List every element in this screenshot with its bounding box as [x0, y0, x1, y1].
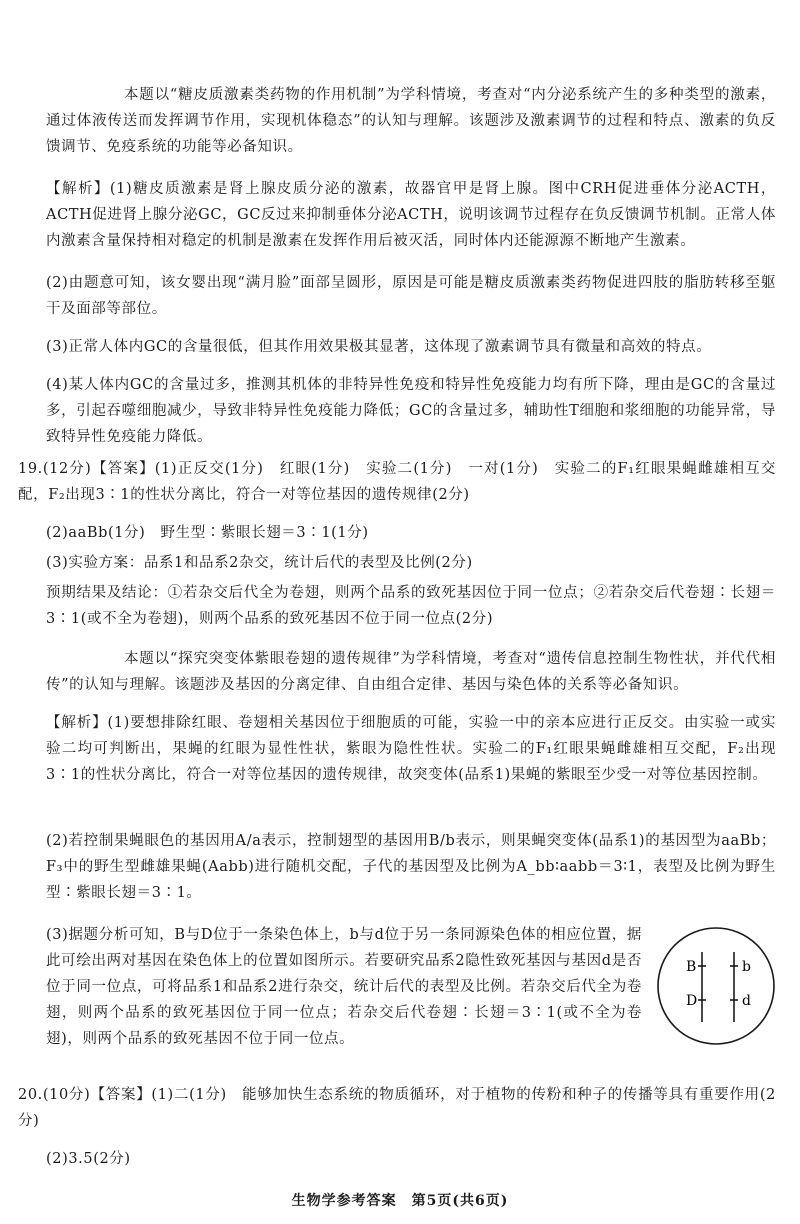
analysis-q19-part3: (3)据题分析可知，B与D位于一条染色体上，b与d位于另一条同源染色体的相应位置，据此可绘出两对基因在染色体上的位置如图所示。若要研究品系2隐性致死基因与基因d是否位于同一位点，可将品系1和品系2进行杂交，统计后代的表型及比例。若杂交后代全为卷翅，则两个品系的致死基因位于同一位点；若杂交后代卷翅∶长翅＝3∶1(或不全为卷翅)，则两个品系的致死基因不位于同一位点。 [46, 927, 642, 1047]
label-b: b [742, 959, 751, 975]
analysis-q18-part1: 【解析】(1)糖皮质激素是肾上腺皮质分泌的激素，故器官甲是肾上腺。图中CRH促进垂体分泌ACTH，ACTH促进肾上腺分泌GC，GC反过来抑制垂体分泌ACTH，说明该调节过程存在负反馈调节机制。正常人体内激素含量保持相对稳定的机制是激素在发挥作用后被灭活，同时体内还能源源不断地产生激素。 [46, 181, 776, 249]
label-d: d [742, 993, 751, 1009]
chromosome-diagram [654, 924, 778, 1048]
analysis-q18-part3: (3)正常人体内GC的含量很低，但其作用效果极其显著，这体现了激素调节具有微量和高效的特点。 [46, 339, 712, 355]
answer-q20: 20.(10分)【答案】(1)二(1分) 能够加快生态系统的物质循环，对于植物的传粉和种子的传播等具有重要作用(2分) [18, 1087, 776, 1129]
analysis-q19-part2: (2)若控制果蝇眼色的基因用A/a表示，控制翅型的基因用B/b表示，则果蝇突变体(品系1)的基因型为aaBb；F₃中的野生型雌雄果蝇(Aabb)进行随机交配，子代的基因型及比例为A_bb∶aabb＝3∶1，表型及比例为野生型∶紫眼长翅＝3∶1。 [46, 833, 776, 901]
answer-q20-part2: (2)3.5(2分) [46, 1151, 131, 1167]
answer-q19-prediction: 预期结果及结论：①若杂交后代全为卷翅，则两个品系的致死基因位于同一位点；②若杂交后代卷翅∶长翅＝3∶1(或不全为卷翅)，则两个品系的致死基因不位于同一位点(2分) [46, 585, 776, 627]
cell-circle [658, 928, 774, 1044]
answer-q19-part2: (2)aaBb(1分) 野生型∶紫眼长翅＝3∶1(1分) [46, 525, 369, 541]
answer-q19-part3: (3)实验方案：品系1和品系2杂交，统计后代的表型及比例(2分) [46, 555, 473, 571]
context-paragraph-q18: 本题以“糖皮质激素类药物的作用机制”为学科情境，考查对“内分泌系统产生的多种类型的激素，通过体液传送而发挥调节作用，实现机体稳态”的认知与理解。该题涉及激素调节的过程和特点、激素的负反馈调节、免疫系统的功能等必备知识。 [46, 87, 776, 155]
analysis-q19-part1: 【解析】(1)要想排除红眼、卷翅相关基因位于细胞质的可能，实验一中的亲本应进行正反交。由实验一或实验二均可判断出，果蝇的红眼为显性性状，紫眼为隐性性状。实验二的F₁红眼果蝇雌雄相互交配，F₂出现3∶1的性状分离比，符合一对等位基因的遗传规律，故突变体(品系1)果蝇的紫眼至少受一对等位基因控制。 [46, 715, 776, 783]
page-footer: 生物学参考答案 第5页(共6页) [291, 1193, 509, 1209]
analysis-q18-part4: (4)某人体内GC的含量过多，推测其机体的非特异性免疫和特异性免疫能力均有所下降，理由是GC的含量过多，引起吞噬细胞减少，导致非特异性免疫能力降低；GC的含量过多，辅助性T细胞和浆细胞的功能异常，导致特异性免疫能力降低。 [46, 377, 776, 445]
analysis-q18-part2: (2)由题意可知，该女婴出现“满月脸”面部呈圆形，原因是可能是糖皮质激素类药物促进四肢的脂肪转移至躯干及面部等部位。 [46, 275, 776, 317]
answer-q19: 19.(12分)【答案】(1)正反交(1分) 红眼(1分) 实验二(1分) 一对(1分) 实验二的F₁红眼果蝇雌雄相互交配，F₂出现3∶1的性状分离比，符合一对等位基因的遗传规律(2分) [18, 461, 776, 503]
label-D: D [686, 993, 698, 1009]
context-paragraph-q19: 本题以“探究突变体紫眼卷翅的遗传规律”为学科情境，考查对“遗传信息控制生物性状，并代代相传”的认知与理解。该题涉及基因的分离定律、自由组合定律、基因与染色体的关系等必备知识。 [46, 651, 776, 693]
label-B: B [686, 959, 697, 975]
